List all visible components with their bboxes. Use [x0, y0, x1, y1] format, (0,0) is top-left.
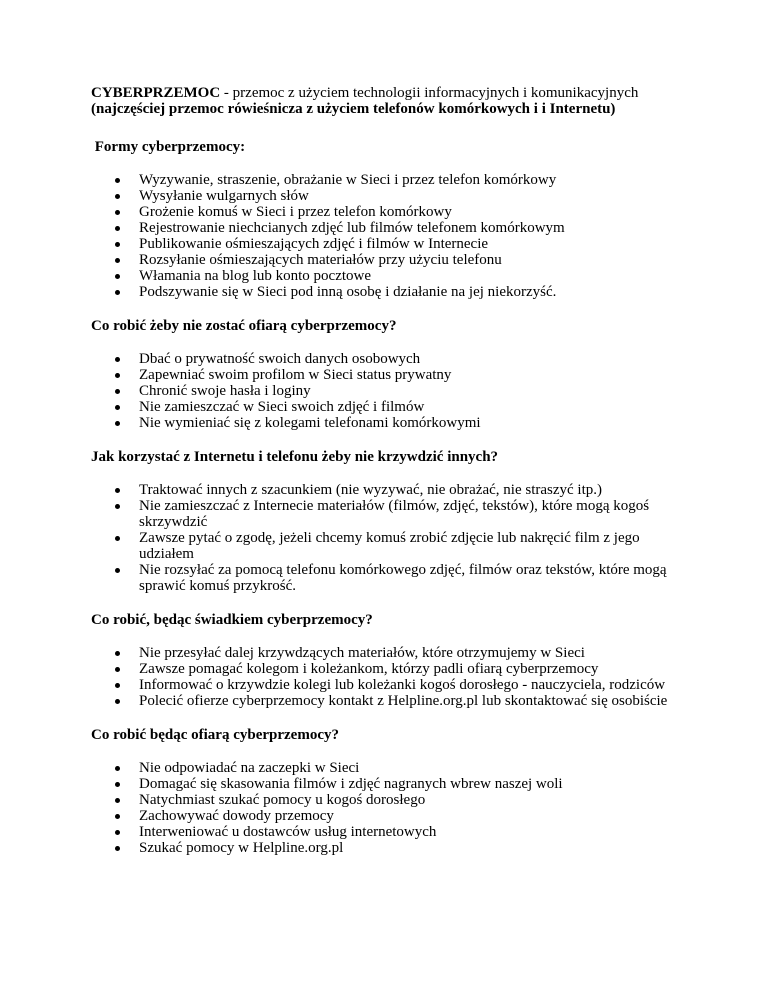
- list-item: [91, 367, 691, 383]
- bullet-icon: [115, 226, 120, 231]
- list-item: [91, 383, 691, 399]
- list-item: [91, 284, 691, 300]
- list-item: [91, 645, 691, 661]
- list-item: [91, 824, 691, 840]
- list-item-text: Nie rozsyłać za pomocą telefonu komórkowego zdjęć, filmów oraz tekstów, które mogą sprawić komuś przykrość.: [139, 562, 667, 594]
- list-item: [91, 399, 691, 415]
- list-item-text: Publikowanie ośmieszających zdjęć i filmów w Internecie: [139, 236, 489, 252]
- document-title: [91, 85, 691, 101]
- list-item: [91, 776, 691, 792]
- list-item: [91, 792, 691, 808]
- bullet-icon: [115, 290, 120, 295]
- list-item: [91, 677, 691, 693]
- bullet-icon: [115, 357, 120, 362]
- bullet-icon: [115, 258, 120, 263]
- bullet-icon: [115, 421, 120, 426]
- section-heading-korzystanie: Jak korzystać z Internetu i telefonu żeby nie krzywdzić innych?: [91, 449, 499, 465]
- bullet-icon: [115, 651, 120, 656]
- bullet-list-formy: [91, 172, 691, 300]
- bullet-icon: [115, 242, 120, 247]
- bullet-icon: [115, 194, 120, 199]
- sections-container: [91, 139, 691, 856]
- list-item-text: Wyzywanie, straszenie, obrażanie w Sieci i przez telefon komórkowy: [139, 172, 557, 188]
- bullet-icon: [115, 782, 120, 787]
- list-item-text: Interweniować u dostawców usług internetowych: [139, 824, 437, 840]
- list-item: [91, 220, 691, 236]
- bullet-icon: [115, 814, 120, 819]
- list-item: [91, 188, 691, 204]
- list-item: [91, 808, 691, 824]
- bullet-icon: [115, 830, 120, 835]
- list-item: [91, 760, 691, 776]
- list-item-text: Chronić swoje hasła i loginy: [139, 383, 311, 399]
- list-item-text: Włamania na blog lub konto pocztowe: [139, 268, 372, 284]
- list-item-text: Nie przesyłać dalej krzywdzących materiałów, które otrzymujemy w Sieci: [139, 645, 585, 661]
- list-item: [91, 351, 691, 367]
- list-item: [91, 236, 691, 252]
- title-definition: - przemoc z użyciem technologii informacyjnych i komunikacyjnych: [220, 85, 639, 101]
- bullet-icon: [115, 389, 120, 394]
- bullet-list-ochrona: [91, 351, 691, 431]
- bullet-icon: [115, 798, 120, 803]
- list-item: [91, 252, 691, 268]
- bullet-icon: [115, 536, 120, 541]
- list-item-text: Zawsze pytać o zgodę, jeżeli chcemy komuś zrobić zdjęcie lub nakręcić film z jego udziałem: [139, 530, 640, 562]
- bullet-icon: [115, 766, 120, 771]
- list-item-text: Zawsze pomagać kolegom i koleżankom, którzy padli ofiarą cyberprzemocy: [139, 661, 599, 677]
- list-item-text: Traktować innych z szacunkiem (nie wyzywać, nie obrażać, nie straszyć itp.): [139, 482, 603, 498]
- bullet-icon: [115, 504, 120, 509]
- bullet-list-ofiara: [91, 760, 691, 856]
- list-item: [91, 172, 691, 188]
- title-keyword: CYBERPRZEMOC: [91, 85, 221, 101]
- list-item-text: Nie wymieniać się z kolegami telefonami komórkowymi: [139, 415, 481, 431]
- section-heading-ofiara: Co robić będąc ofiarą cyberprzemocy?: [91, 727, 339, 743]
- list-item: [91, 562, 691, 594]
- bullet-icon: [115, 568, 120, 573]
- list-item: [91, 840, 691, 856]
- bullet-icon: [115, 683, 120, 688]
- list-item-text: Szukać pomocy w Helpline.org.pl: [139, 840, 344, 856]
- bullet-icon: [115, 667, 120, 672]
- list-item: [91, 498, 691, 530]
- list-item-text: Wysyłanie wulgarnych słów: [139, 188, 309, 204]
- bullet-icon: [115, 699, 120, 704]
- list-item-text: Zachowywać dowody przemocy: [139, 808, 334, 824]
- list-item: [91, 693, 691, 709]
- document-subtitle: (najczęściej przemoc rówieśnicza z użyciem telefonów komórkowych i i Internetu): [91, 101, 616, 117]
- bullet-icon: [115, 178, 120, 183]
- list-item: [91, 530, 691, 562]
- list-item-text: Natychmiast szukać pomocy u kogoś dorosłego: [139, 792, 426, 808]
- list-item-text: Zapewniać swoim profilom w Sieci status prywatny: [139, 367, 452, 383]
- bullet-icon: [115, 373, 120, 378]
- list-item-text: Nie zamieszczać w Sieci swoich zdjęć i filmów: [139, 399, 425, 415]
- list-item-text: Nie odpowiadać na zaczepki w Sieci: [139, 760, 360, 776]
- list-item-text: Domagać się skasowania filmów i zdjęć nagranych wbrew naszej woli: [139, 776, 563, 792]
- bullet-icon: [115, 846, 120, 851]
- list-item-text: Podszywanie się w Sieci pod inną osobę i działanie na jej niekorzyść.: [139, 284, 557, 300]
- list-item-text: Dbać o prywatność swoich danych osobowych: [139, 351, 421, 367]
- list-item: [91, 415, 691, 431]
- list-item-text: Polecić ofierze cyberprzemocy kontakt z Helpline.org.pl lub skontaktować się osobiście: [139, 693, 668, 709]
- bullet-icon: [115, 274, 120, 279]
- list-item: [91, 661, 691, 677]
- list-item: [91, 268, 691, 284]
- bullet-icon: [115, 210, 120, 215]
- list-item-text: Nie zamieszczać z Internecie materiałów (filmów, zdjęć, tekstów), które mogą kogoś skrzywdzić: [139, 498, 650, 530]
- section-heading-formy: Formy cyberprzemocy:: [91, 139, 246, 155]
- list-item: [91, 482, 691, 498]
- bullet-icon: [115, 405, 120, 410]
- section-heading-ochrona: Co robić żeby nie zostać ofiarą cyberprzemocy?: [91, 318, 397, 334]
- bullet-list-korzystanie: [91, 482, 691, 594]
- bullet-list-swiadek: [91, 645, 691, 709]
- list-item: [91, 204, 691, 220]
- list-item-text: Informować o krzywdzie kolegi lub koleżanki kogoś dorosłego - nauczyciela, rodziców: [139, 677, 666, 693]
- list-item-text: Rozsyłanie ośmieszających materiałów przy użyciu telefonu: [139, 252, 502, 268]
- document-page: [91, 85, 691, 856]
- bullet-icon: [115, 488, 120, 493]
- list-item-text: Grożenie komuś w Sieci i przez telefon komórkowy: [139, 204, 452, 220]
- section-heading-swiadek: Co robić, będąc świadkiem cyberprzemocy?: [91, 612, 373, 628]
- list-item-text: Rejestrowanie niechcianych zdjęć lub filmów telefonem komórkowym: [139, 220, 565, 236]
